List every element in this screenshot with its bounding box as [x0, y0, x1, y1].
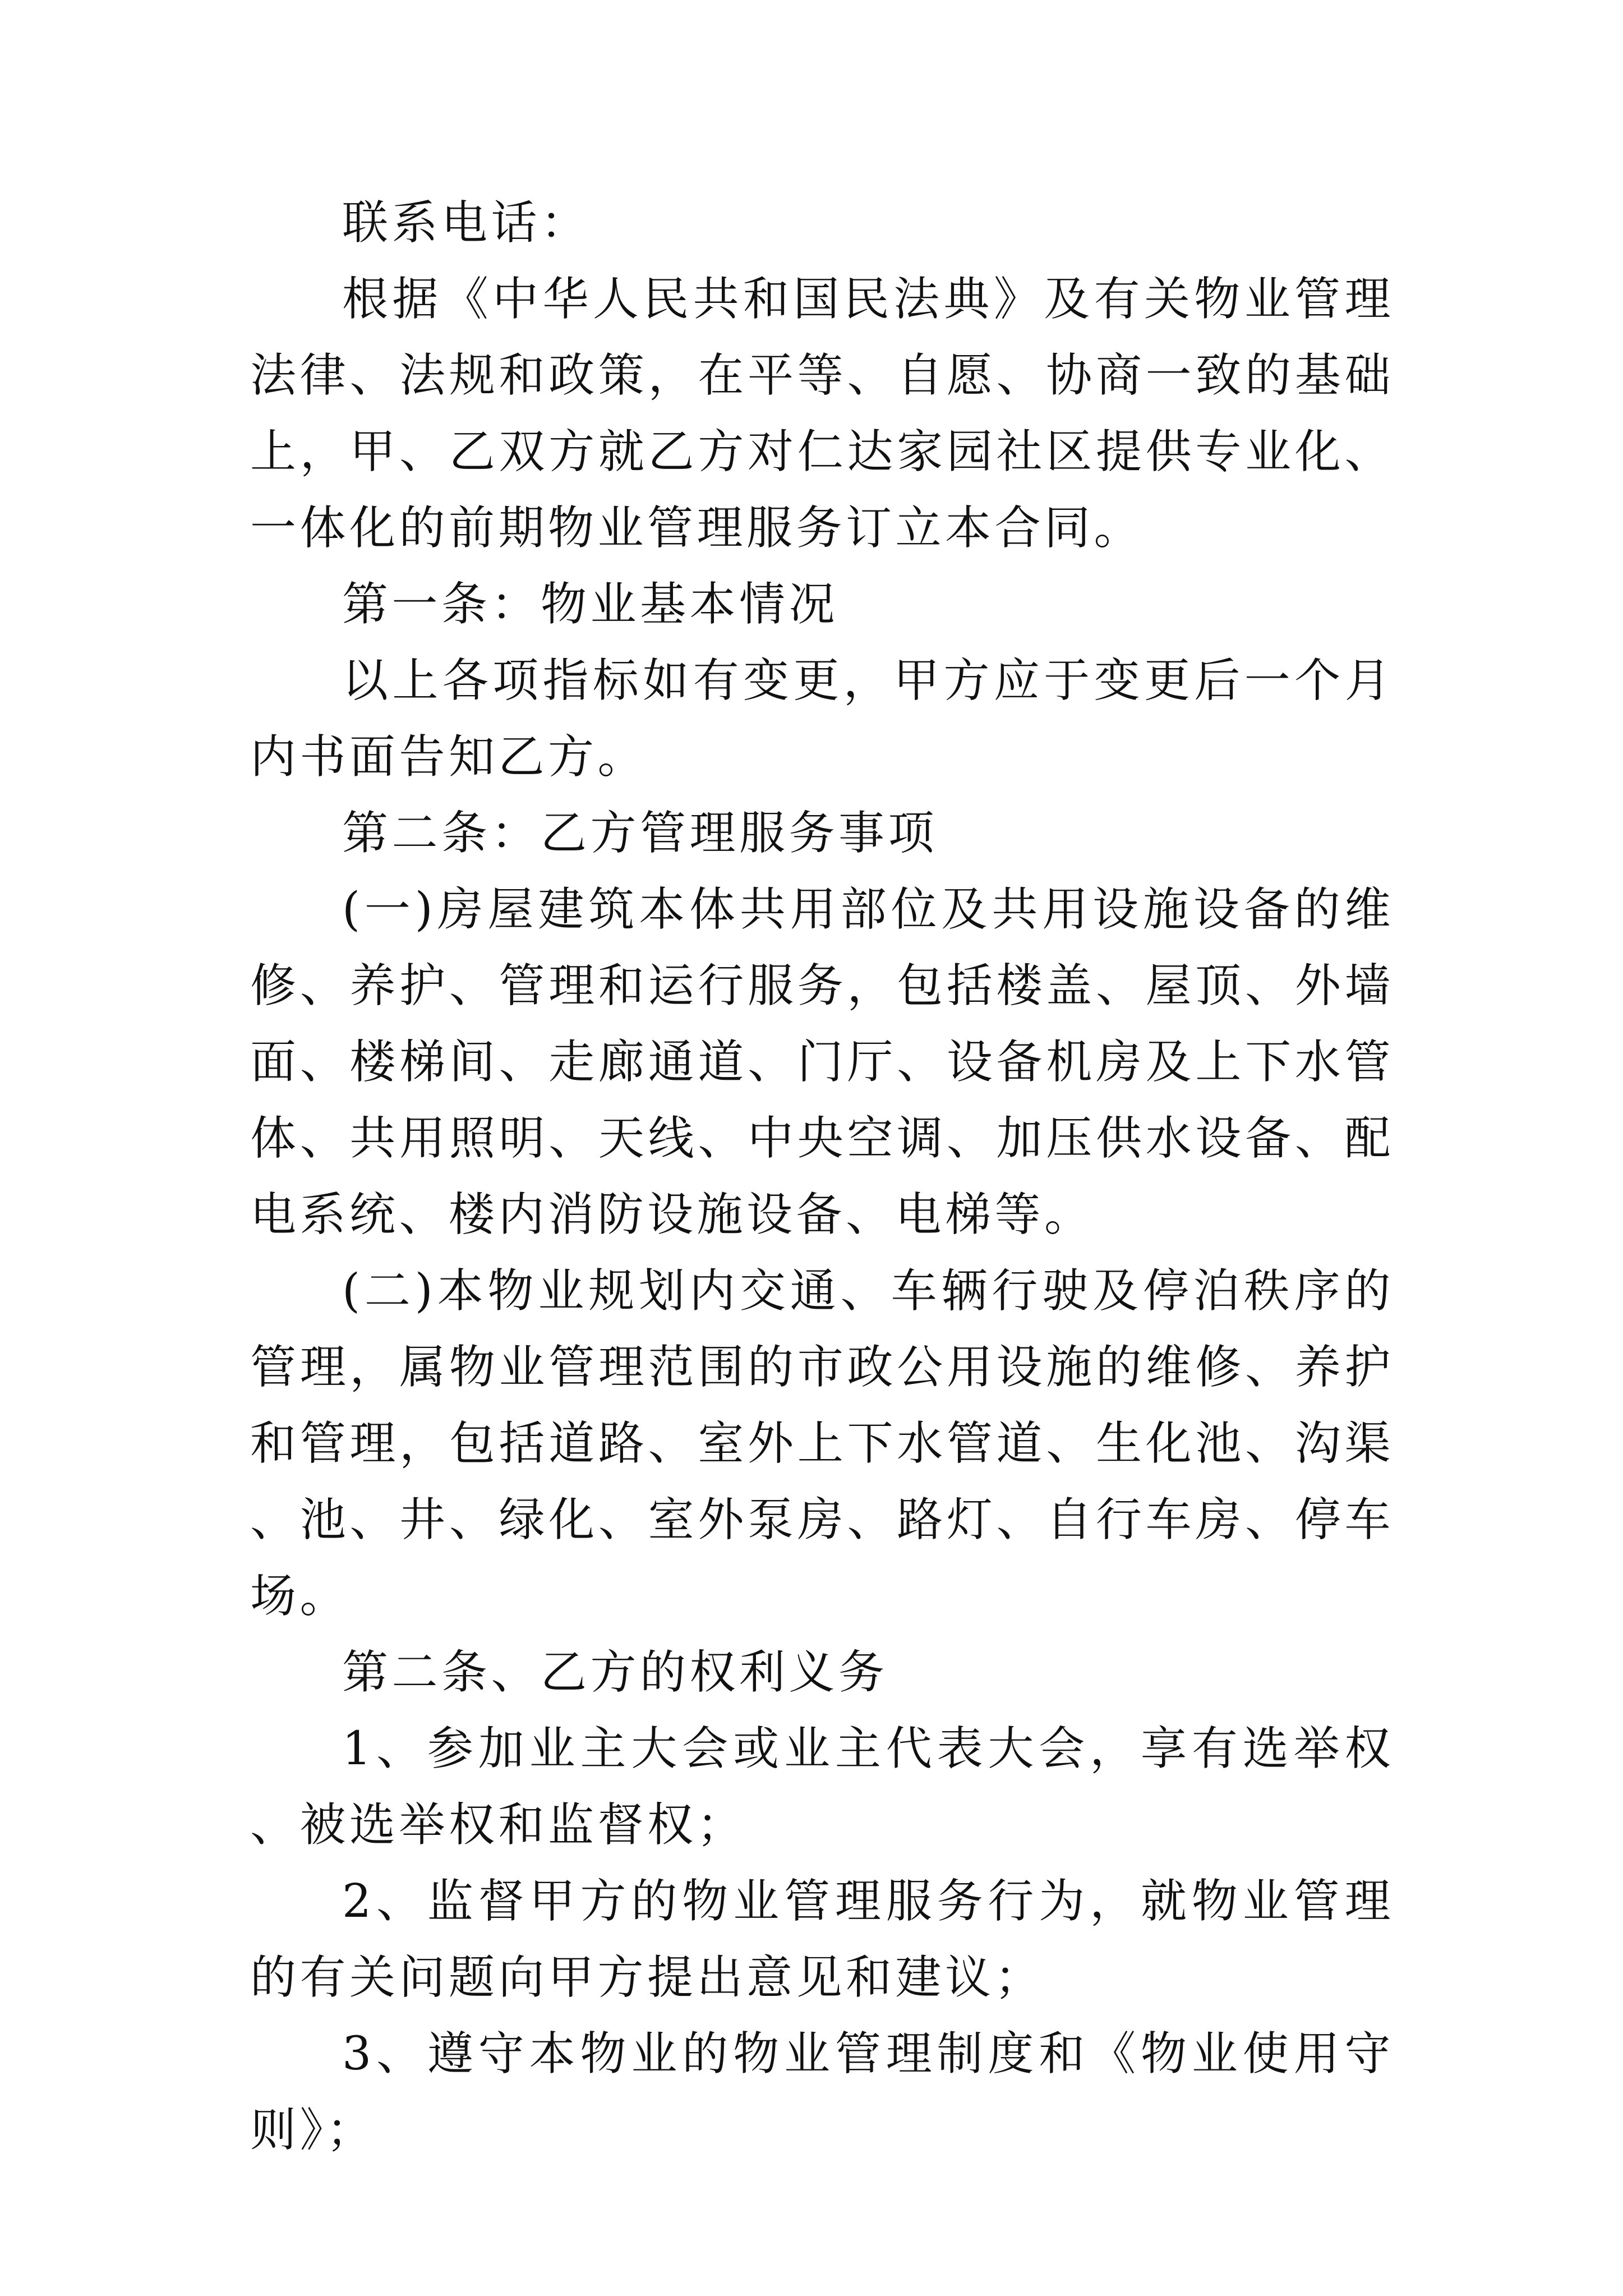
paragraph-service-item-1: (一)房屋建筑本体共用部位及共用设施设备的维修、养护、管理和运行服务，包括楼盖、屋顶、外墙面、楼梯间、走廊通道、门厅、设备机房及上下水管体、共用照明、天线、中央空调、加压供水设备、配电系统、楼内消防设施设备、电梯等。: [250, 883, 1394, 1241]
paragraph-service-item-2: (二)本物业规划内交通、车辆行驶及停泊秩序的管理，属物业管理范围的市政公用设施的维修、养护和管理，包括道路、室外上下水管道、生化池、沟渠、池、井、绿化、室外泵房、路灯、自行车房、停车场。: [250, 1264, 1394, 1623]
paragraph-contact-phone: 联系电话：: [342, 196, 591, 250]
paragraph-right-1: 1、参加业主大会或业主代表大会，享有选举权、被选举权和监督权；: [250, 1722, 1394, 1852]
paragraph-right-2: 2、监督甲方的物业管理服务行为，就物业管理的有关问题向甲方提出意见和建议；: [250, 1875, 1394, 2004]
heading-article-2-rights: 第二条、乙方的权利义务: [342, 1646, 888, 1699]
heading-article-1: 第一条：物业基本情况: [342, 578, 839, 631]
paragraph-indicator-change: 以上各项指标如有变更，甲方应于变更后一个月内书面告知乙方。: [250, 654, 1394, 784]
paragraph-right-3: 3、遵守本物业的物业管理制度和《物业使用守则》；: [250, 2027, 1394, 2157]
heading-article-2-services: 第二条：乙方管理服务事项: [342, 807, 938, 860]
document-body: [250, 185, 1394, 2169]
paragraph-preamble: 根据《中华人民共和国民法典》及有关物业管理法律、法规和政策，在平等、自愿、协商一致的基础上，甲、乙双方就乙方对仁达家园社区提供专业化、一体化的前期物业管理服务订立本合同。: [250, 273, 1394, 555]
